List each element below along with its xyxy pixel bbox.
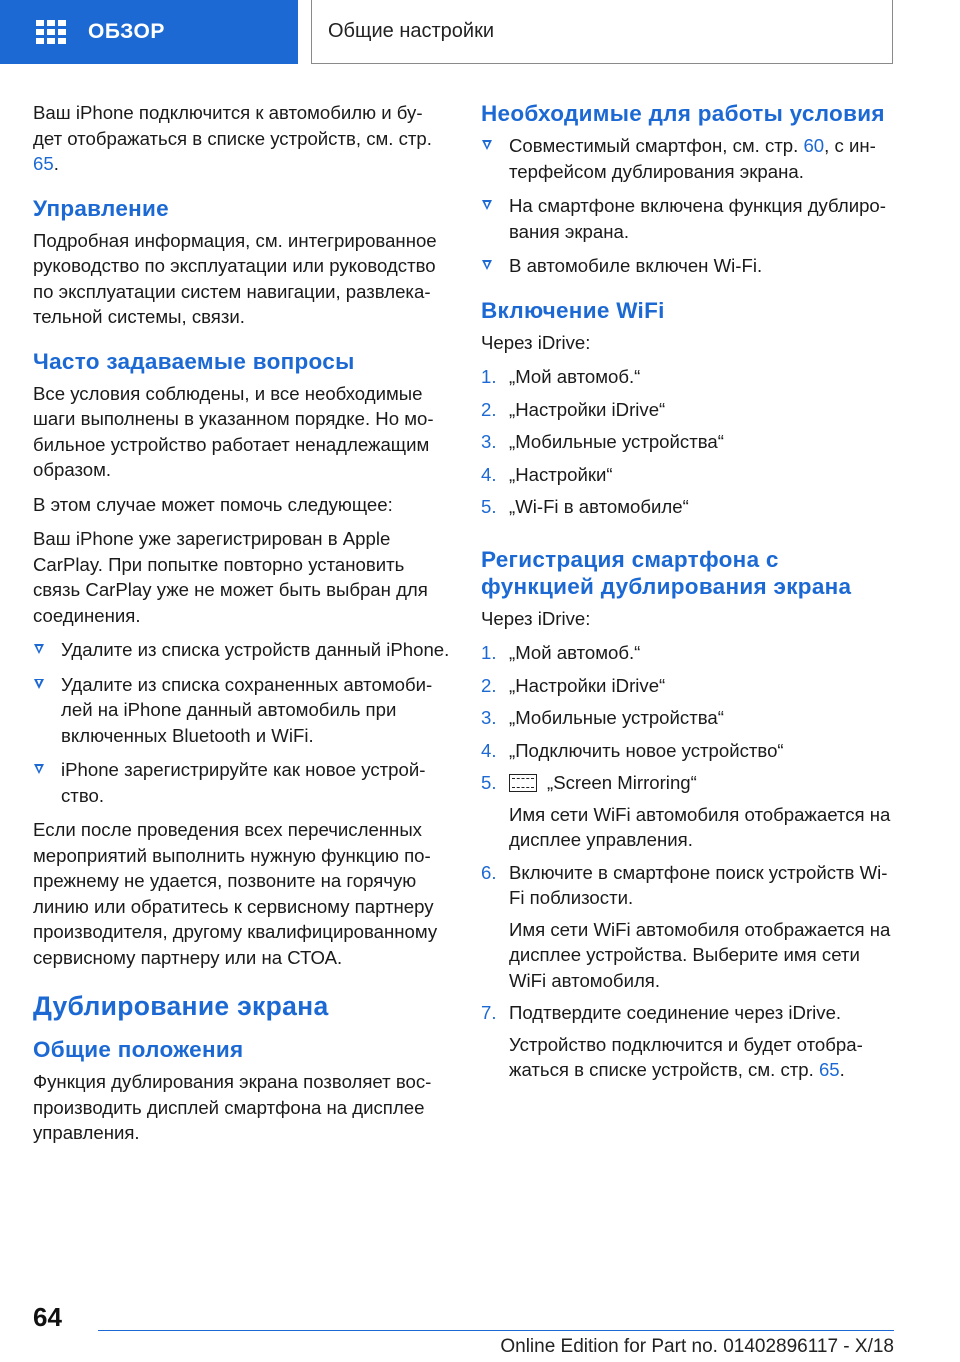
list-item (481, 397, 893, 423)
bullet-text: В автомобиле включен Wi-Fi. (509, 255, 763, 276)
bullet-text: Совместимый смартфон, см. стр. (509, 135, 804, 156)
list-item (481, 193, 893, 244)
right-column (481, 100, 893, 1091)
step-number: 5. (481, 772, 497, 793)
step-number: 4. (481, 463, 497, 485)
via-idrive-1: Через iDrive: (481, 331, 591, 353)
list-item (33, 757, 451, 808)
step-number: 4. (481, 739, 497, 761)
triangle-bullet-icon (34, 764, 44, 774)
step-text: „Мой автомоб.“ (509, 366, 641, 387)
list-item (33, 637, 451, 663)
step-note-text: Устройство подключится и будет отобра-жаться в списке устройств, см. стр. (509, 1033, 863, 1080)
triangle-bullet-icon (34, 679, 44, 689)
page-number: 64 (33, 1302, 62, 1332)
requirements-bullet-list (481, 133, 893, 279)
page-link-65[interactable]: 65 (818, 1059, 840, 1080)
list-item (481, 133, 893, 184)
list-item (481, 253, 893, 279)
faq-paragraph-2: В этом случае может помочь следующее: (33, 493, 393, 515)
triangle-bullet-icon (482, 260, 492, 270)
faq-paragraph-4: Если после проведения всех перечисленных мероприятий выполнить нужную функцию по-прежнему не удается, позвоните на горячую линию или обратитесь к сервисному партнеру производителя, другому квалифицированному сервисному партнеру или на СТОА. (33, 819, 438, 968)
bullet-text-suffix: , с ин-терфейсом дублирования экрана. (509, 135, 876, 182)
step-text: „Мобильные устройства“ (509, 431, 724, 452)
triangle-bullet-icon (482, 140, 492, 150)
wifi-steps-list (481, 364, 893, 520)
list-item (481, 860, 893, 994)
section-tab-label: Общие настройки (328, 20, 494, 42)
step-number: 5. (481, 496, 497, 517)
step-text: „Настройки“ (509, 463, 613, 485)
heading-wifi: Включение WiFi (481, 297, 665, 323)
step-number: 3. (481, 707, 497, 728)
page-link-60[interactable]: 60 (803, 135, 825, 156)
step-text: „Подключить новое устройство“ (509, 739, 784, 761)
step-text: Подтвердите соединение через iDrive. (509, 1002, 842, 1023)
list-item (481, 738, 893, 764)
bullet-text: Удалите из списка устройств данный iPhone. (61, 639, 450, 660)
list-item (481, 364, 893, 390)
step-number: 3. (481, 431, 497, 452)
bullet-text: На смартфоне включена функция дублиро-вания экрана. (509, 195, 886, 242)
heading-control: Управление (33, 195, 169, 221)
register-steps-list (481, 640, 893, 1083)
heading-faq: Часто задаваемые вопросы (33, 348, 355, 374)
triangle-bullet-icon (34, 644, 44, 654)
bullet-text: iPhone зарегистрируйте как новое устрой-ство. (61, 759, 426, 806)
list-item (481, 770, 893, 853)
step-number: 1. (481, 366, 497, 387)
section-tab[interactable] (311, 0, 893, 64)
via-idrive-2: Через iDrive: (481, 607, 591, 629)
list-item (481, 429, 893, 455)
step-note: Имя сети WiFi автомобиля отображается на дисплее устройства. Выберите имя сети WiFi автомобиля. (509, 918, 891, 991)
step-note (509, 1032, 893, 1083)
heading-register-smartphone: Регистрация смартфона с функцией дублирования экрана (481, 546, 852, 599)
list-item (481, 673, 893, 699)
step-number: 1. (481, 642, 497, 663)
step-text: „Настройки iDrive“ (509, 398, 666, 420)
triangle-bullet-icon (482, 200, 492, 210)
heading-screen-mirroring: Дублирование экрана (33, 991, 329, 1021)
step-note-suffix: . (839, 1059, 845, 1080)
list-item (481, 494, 893, 520)
step-number: 2. (481, 674, 497, 696)
page-link-65[interactable]: 65 (33, 153, 54, 174)
step-number: 2. (481, 398, 497, 420)
overview-tab[interactable] (0, 0, 298, 64)
step-text: „Wi-Fi в автомобиле“ (509, 496, 689, 517)
screen-mirroring-icon (509, 774, 537, 792)
intro-text: Ваш iPhone подключится к автомобилю и бу-дет отображаться в списке устройств, см. стр. (33, 102, 432, 149)
general-paragraph: Функция дублирования экрана позволяет вос-производить дисплей смартфона на дисплее управления. (33, 1071, 432, 1143)
footer-edition: Online Edition for Part no. 01402896117 - X/18 (500, 1336, 894, 1357)
step-note: Имя сети WiFi автомобиля отображается на дисплее управления. (509, 803, 891, 850)
step-text: Включите в смартфоне поиск устройств Wi-Fi поблизости. (509, 861, 888, 908)
footer-divider (98, 1330, 894, 1331)
overview-tab-label: ОБЗОР (88, 20, 165, 43)
intro-suffix: . (53, 153, 59, 174)
faq-paragraph-3: Ваш iPhone уже зарегистрирован в Apple CarPlay. При попытке повторно установить связь CarPlay уже не может быть выбран для соединения. (33, 528, 428, 626)
list-item (481, 705, 893, 731)
faq-paragraph-1: Все условия соблюдены, и все необходимые шаги выполнены в указанном порядке. Но мо-бильное устройство работает ненадлежащим образом. (33, 382, 434, 480)
step-text: „Настройки iDrive“ (509, 674, 666, 696)
list-item (33, 672, 451, 749)
left-column (33, 100, 451, 1155)
grid-menu-icon (36, 20, 66, 44)
list-item (481, 462, 893, 488)
step-number: 7. (481, 1002, 497, 1023)
step-text: „Screen Mirroring“ (547, 772, 697, 793)
list-item (481, 1000, 893, 1083)
control-paragraph: Подробная информация, см. интегрированное руководство по эксплуатации или руководство по эксплуатации систем навигации, развлека-тельной системы, связи. (33, 229, 437, 327)
list-item (481, 640, 893, 666)
faq-bullet-list (33, 637, 451, 808)
step-number: 6. (481, 861, 497, 883)
intro-paragraph (33, 100, 451, 177)
step-text: „Мой автомоб.“ (509, 642, 641, 663)
heading-requirements: Необходимые для работы условия (481, 101, 885, 126)
heading-general: Общие положения (33, 1037, 244, 1062)
bullet-text: Удалите из списка сохраненных автомоби-лей на iPhone данный автомобиль при включенных Bluetooth и WiFi. (61, 673, 433, 746)
page-header (0, 0, 960, 66)
step-text: „Мобильные устройства“ (509, 707, 724, 728)
